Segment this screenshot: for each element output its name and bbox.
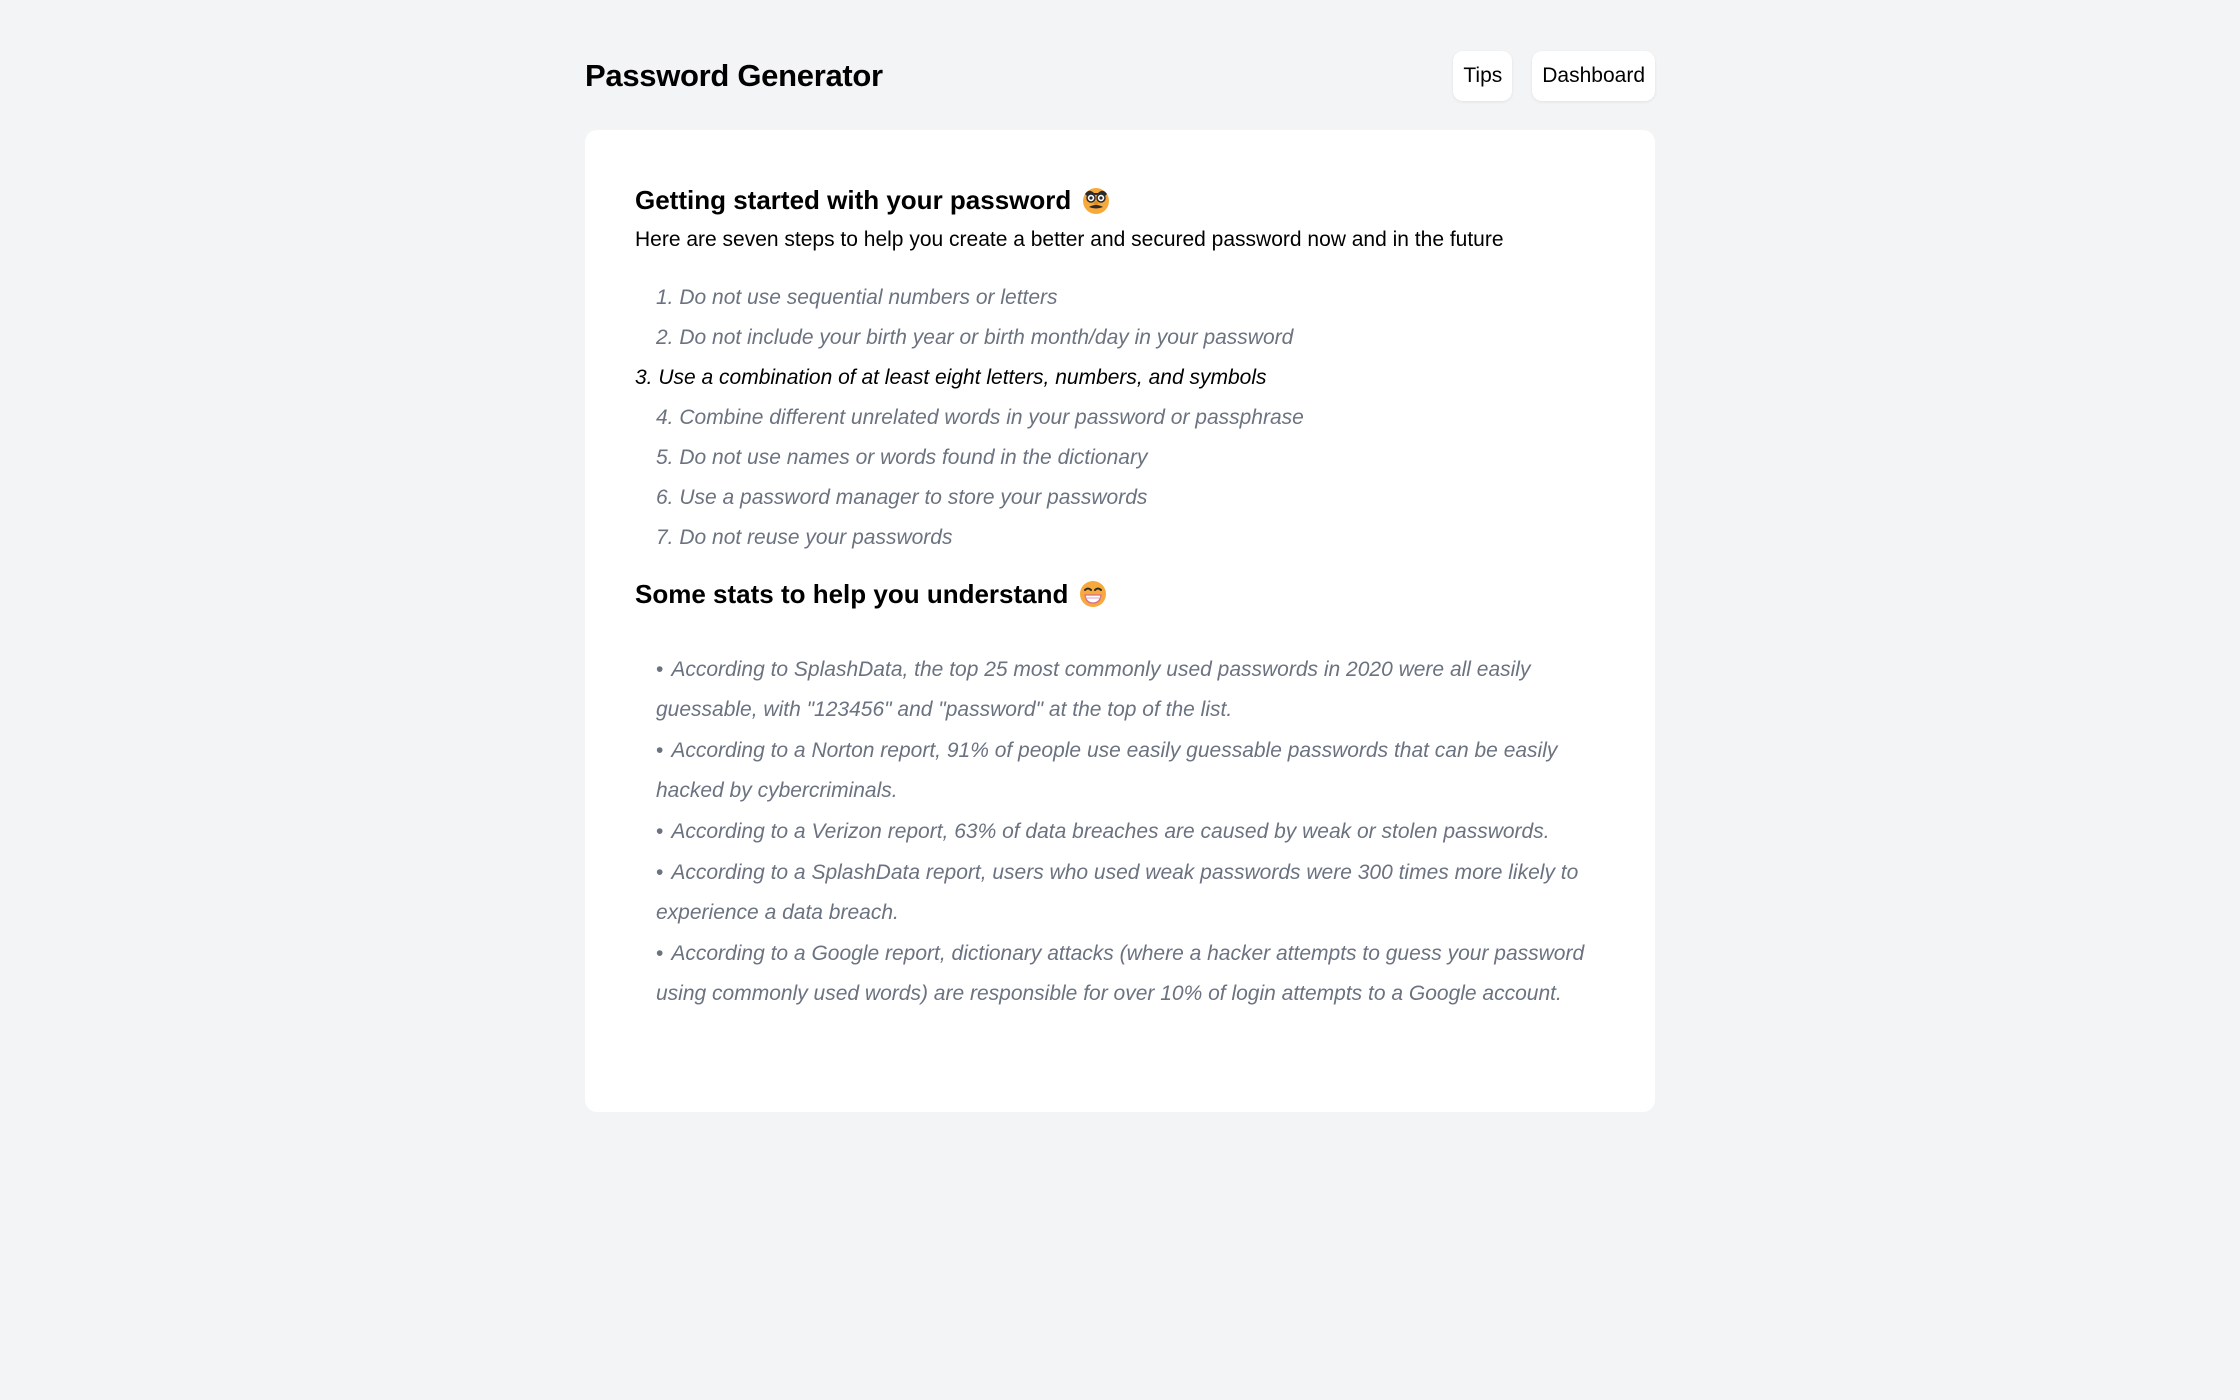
grinning-face-icon xyxy=(1078,579,1108,609)
getting-started-heading xyxy=(635,180,1605,220)
bullet-icon: • xyxy=(656,820,664,843)
step-item: 7. Do not reuse your passwords xyxy=(656,526,953,549)
getting-started-title: Getting started with your password xyxy=(635,184,1072,215)
stats-heading xyxy=(635,574,1605,614)
stat-text: According to a Norton report, 91% of people use easily guessable passwords that can be easily hacked by cybercriminals. xyxy=(656,739,1558,802)
top-nav xyxy=(1453,51,1655,101)
step-item: 6. Use a password manager to store your passwords xyxy=(656,486,1148,509)
stat-item xyxy=(656,650,1605,730)
bullet-icon: • xyxy=(656,861,664,884)
dashboard-button[interactable]: Dashboard xyxy=(1532,51,1655,101)
stat-item xyxy=(656,812,1605,852)
bullet-icon: • xyxy=(656,658,664,681)
bullet-icon: • xyxy=(656,942,664,965)
step-item: 5. Do not use names or words found in the dictionary xyxy=(656,446,1148,469)
step-item: 4. Combine different unrelated words in your password or passphrase xyxy=(656,406,1304,429)
intro-text: Here are seven steps to help you create a better and secured password now and in the future xyxy=(635,228,1504,251)
stats-title: Some stats to help you understand xyxy=(635,578,1069,609)
stat-item xyxy=(656,731,1605,811)
page-header xyxy=(585,50,1655,102)
tips-button[interactable]: Tips xyxy=(1453,51,1512,101)
stat-text: According to a Verizon report, 63% of data breaches are caused by weak or stolen passwords. xyxy=(671,820,1550,843)
step-item: 1. Do not use sequential numbers or letters xyxy=(656,286,1058,309)
tips-card xyxy=(585,130,1655,1112)
stat-text: According to a SplashData report, users who used weak passwords were 300 times more likely to experience a data breach. xyxy=(656,861,1579,924)
step-item-active: 3. Use a combination of at least eight letters, numbers, and symbols xyxy=(635,366,1267,389)
step-item: 2. Do not include your birth year or birth month/day in your password xyxy=(656,326,1294,349)
stat-text: According to a Google report, dictionary attacks (where a hacker attempts to guess your password using commonly used words) are responsible for over 10% of login attempts to a Google account. xyxy=(656,942,1585,1005)
stat-item xyxy=(656,934,1605,1014)
disguised-face-icon xyxy=(1081,185,1111,215)
app-title: Password Generator xyxy=(585,58,883,93)
stat-text: According to SplashData, the top 25 most commonly used passwords in 2020 were all easily guessable, with "123456" and "password" at the top of the list. xyxy=(656,658,1531,721)
stats-list xyxy=(635,650,1605,1014)
steps-list xyxy=(635,278,1605,558)
stat-item xyxy=(656,853,1605,933)
bullet-icon: • xyxy=(656,739,664,762)
